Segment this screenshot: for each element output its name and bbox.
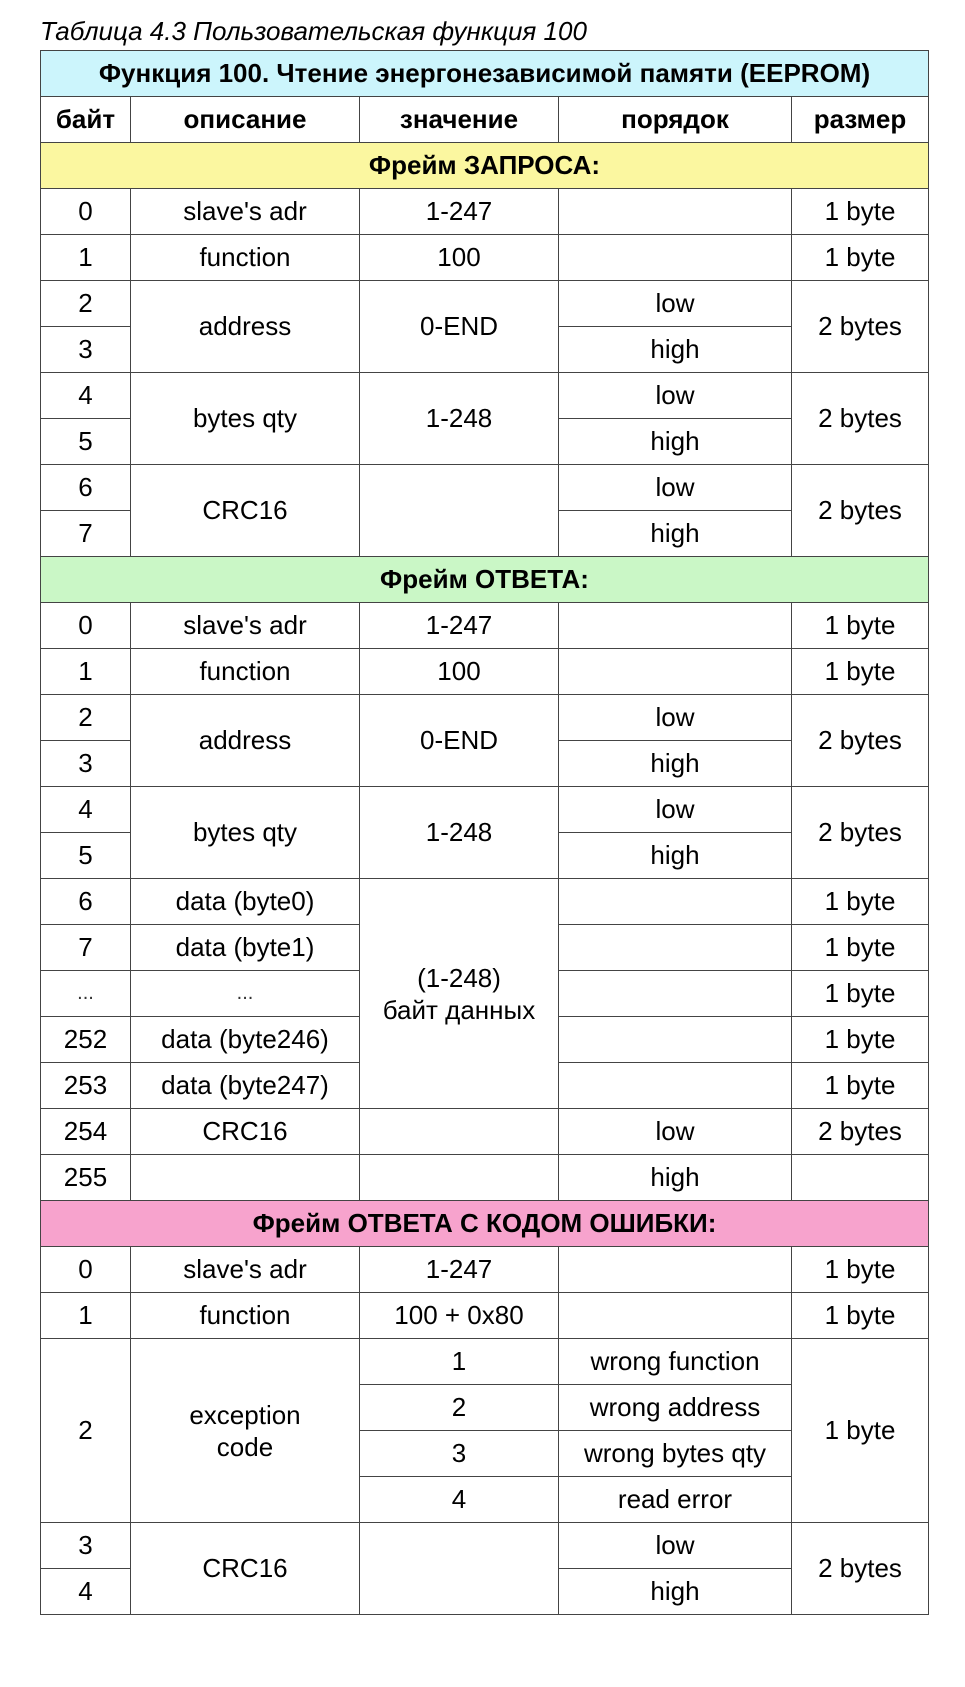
data-value-range: (1-248) bbox=[417, 962, 501, 993]
order-cell bbox=[559, 1293, 792, 1339]
byte-cell: 3 bbox=[41, 1523, 131, 1569]
table-row bbox=[41, 879, 929, 925]
table-row bbox=[41, 235, 929, 281]
table-row bbox=[41, 281, 929, 327]
size-cell: 1 byte bbox=[792, 235, 929, 281]
size-cell: 2 bytes bbox=[792, 1523, 929, 1615]
order-cell: wrong address bbox=[559, 1385, 792, 1431]
data-value-cell bbox=[360, 879, 559, 1109]
value-cell: 3 bbox=[360, 1431, 559, 1477]
table-row bbox=[41, 1293, 929, 1339]
byte-cell: 4 bbox=[41, 1569, 131, 1615]
table-caption: Таблица 4.3 Пользовательская функция 100 bbox=[40, 16, 587, 46]
order-cell: low bbox=[559, 1109, 792, 1155]
byte-cell: 0 bbox=[41, 1247, 131, 1293]
size-cell: 2 bytes bbox=[792, 373, 929, 465]
desc-cell: data (byte0) bbox=[131, 879, 360, 925]
order-cell: low bbox=[559, 787, 792, 833]
order-cell bbox=[559, 649, 792, 695]
desc-cell: data (byte247) bbox=[131, 1063, 360, 1109]
value-cell: 100 bbox=[360, 649, 559, 695]
value-cell bbox=[360, 1523, 559, 1615]
desc-cell bbox=[131, 1155, 360, 1201]
byte-cell: 252 bbox=[41, 1017, 131, 1063]
size-cell: 1 byte bbox=[792, 1293, 929, 1339]
order-cell bbox=[559, 189, 792, 235]
desc-cell: ... bbox=[131, 971, 360, 1017]
table-title: Функция 100. Чтение энергонезависимой памяти (EEPROM) bbox=[41, 51, 929, 97]
byte-cell: 7 bbox=[41, 511, 131, 557]
order-cell bbox=[559, 925, 792, 971]
table-row bbox=[41, 1155, 929, 1201]
byte-cell: 3 bbox=[41, 741, 131, 787]
size-cell: 1 byte bbox=[792, 603, 929, 649]
section-response: Фрейм ОТВЕТА: bbox=[41, 557, 929, 603]
size-cell: 1 byte bbox=[792, 925, 929, 971]
value-cell: 1-247 bbox=[360, 1247, 559, 1293]
order-cell bbox=[559, 879, 792, 925]
size-cell: 1 byte bbox=[792, 1063, 929, 1109]
byte-cell: 6 bbox=[41, 879, 131, 925]
size-cell: 2 bytes bbox=[792, 787, 929, 879]
size-cell: 1 byte bbox=[792, 1017, 929, 1063]
value-cell: 100 + 0x80 bbox=[360, 1293, 559, 1339]
desc-line: exception bbox=[189, 1399, 301, 1430]
size-cell: 1 byte bbox=[792, 879, 929, 925]
byte-cell: 7 bbox=[41, 925, 131, 971]
value-cell bbox=[360, 1155, 559, 1201]
desc-cell: CRC16 bbox=[131, 465, 360, 557]
byte-cell: 1 bbox=[41, 1293, 131, 1339]
exception-code-cell bbox=[131, 1339, 360, 1523]
byte-cell: 5 bbox=[41, 833, 131, 879]
desc-cell: function bbox=[131, 1293, 360, 1339]
byte-cell: 2 bbox=[41, 281, 131, 327]
byte-cell: ... bbox=[41, 971, 131, 1017]
table-row bbox=[41, 649, 929, 695]
header-order: порядок bbox=[559, 97, 792, 143]
byte-cell: 3 bbox=[41, 327, 131, 373]
table-row bbox=[41, 373, 929, 419]
table-row bbox=[41, 1109, 929, 1155]
order-cell: high bbox=[559, 327, 792, 373]
desc-line: code bbox=[216, 1431, 274, 1462]
value-cell: 0-END bbox=[360, 695, 559, 787]
header-row bbox=[41, 97, 929, 143]
value-cell bbox=[360, 465, 559, 557]
size-cell: 2 bytes bbox=[792, 695, 929, 787]
value-cell: 4 bbox=[360, 1477, 559, 1523]
desc-cell: address bbox=[131, 695, 360, 787]
section-error: Фрейм ОТВЕТА С КОДОМ ОШИБКИ: bbox=[41, 1201, 929, 1247]
desc-cell: slave's adr bbox=[131, 1247, 360, 1293]
table-row bbox=[41, 787, 929, 833]
order-cell bbox=[559, 1063, 792, 1109]
order-cell: high bbox=[559, 1155, 792, 1201]
desc-cell: bytes qty bbox=[131, 787, 360, 879]
byte-cell: 5 bbox=[41, 419, 131, 465]
size-cell: 1 byte bbox=[792, 649, 929, 695]
order-cell: high bbox=[559, 741, 792, 787]
function-100-table bbox=[40, 50, 929, 1615]
order-cell: high bbox=[559, 1569, 792, 1615]
value-cell: 1-247 bbox=[360, 603, 559, 649]
order-cell: low bbox=[559, 1523, 792, 1569]
byte-cell: 253 bbox=[41, 1063, 131, 1109]
table-row bbox=[41, 1247, 929, 1293]
table-row bbox=[41, 189, 929, 235]
value-cell: 1 bbox=[360, 1339, 559, 1385]
header-size: размер bbox=[792, 97, 929, 143]
size-cell: 2 bytes bbox=[792, 281, 929, 373]
desc-cell: data (byte1) bbox=[131, 925, 360, 971]
header-value: значение bbox=[360, 97, 559, 143]
desc-cell: function bbox=[131, 235, 360, 281]
data-value-label: байт данных bbox=[382, 994, 536, 1025]
desc-cell: address bbox=[131, 281, 360, 373]
order-cell: wrong bytes qty bbox=[559, 1431, 792, 1477]
size-cell: 2 bytes bbox=[792, 1109, 929, 1155]
section-error-row bbox=[41, 1201, 929, 1247]
byte-cell: 0 bbox=[41, 189, 131, 235]
byte-cell: 0 bbox=[41, 603, 131, 649]
header-desc: описание bbox=[131, 97, 360, 143]
order-cell: read error bbox=[559, 1477, 792, 1523]
order-cell bbox=[559, 1247, 792, 1293]
size-cell: 1 byte bbox=[792, 1339, 929, 1523]
desc-cell: bytes qty bbox=[131, 373, 360, 465]
desc-cell: slave's adr bbox=[131, 189, 360, 235]
value-cell: 1-248 bbox=[360, 373, 559, 465]
order-cell: low bbox=[559, 373, 792, 419]
section-response-row bbox=[41, 557, 929, 603]
section-request: Фрейм ЗАПРОСА: bbox=[41, 143, 929, 189]
value-cell bbox=[360, 1109, 559, 1155]
header-byte: байт bbox=[41, 97, 131, 143]
order-cell: high bbox=[559, 511, 792, 557]
table-row bbox=[41, 695, 929, 741]
table-row bbox=[41, 603, 929, 649]
value-cell: 1-247 bbox=[360, 189, 559, 235]
order-cell bbox=[559, 971, 792, 1017]
order-cell: wrong function bbox=[559, 1339, 792, 1385]
table-row bbox=[41, 1339, 929, 1385]
size-cell: 1 byte bbox=[792, 189, 929, 235]
byte-cell: 2 bbox=[41, 1339, 131, 1523]
section-request-row bbox=[41, 143, 929, 189]
desc-cell: function bbox=[131, 649, 360, 695]
value-cell: 100 bbox=[360, 235, 559, 281]
byte-cell: 4 bbox=[41, 787, 131, 833]
byte-cell: 254 bbox=[41, 1109, 131, 1155]
order-cell bbox=[559, 235, 792, 281]
size-cell: 2 bytes bbox=[792, 465, 929, 557]
order-cell bbox=[559, 1017, 792, 1063]
order-cell: low bbox=[559, 465, 792, 511]
order-cell: high bbox=[559, 419, 792, 465]
desc-cell: CRC16 bbox=[131, 1109, 360, 1155]
byte-cell: 6 bbox=[41, 465, 131, 511]
size-cell: 1 byte bbox=[792, 971, 929, 1017]
size-cell: 1 byte bbox=[792, 1247, 929, 1293]
table-row bbox=[41, 465, 929, 511]
desc-cell: data (byte246) bbox=[131, 1017, 360, 1063]
byte-cell: 255 bbox=[41, 1155, 131, 1201]
order-cell: low bbox=[559, 281, 792, 327]
table-title-row bbox=[41, 51, 929, 97]
order-cell: low bbox=[559, 695, 792, 741]
byte-cell: 1 bbox=[41, 235, 131, 281]
size-cell bbox=[792, 1155, 929, 1201]
table-row bbox=[41, 1523, 929, 1569]
byte-cell: 4 bbox=[41, 373, 131, 419]
order-cell: high bbox=[559, 833, 792, 879]
byte-cell: 1 bbox=[41, 649, 131, 695]
order-cell bbox=[559, 603, 792, 649]
desc-cell: slave's adr bbox=[131, 603, 360, 649]
desc-cell: CRC16 bbox=[131, 1523, 360, 1615]
value-cell: 2 bbox=[360, 1385, 559, 1431]
value-cell: 0-END bbox=[360, 281, 559, 373]
value-cell: 1-248 bbox=[360, 787, 559, 879]
byte-cell: 2 bbox=[41, 695, 131, 741]
